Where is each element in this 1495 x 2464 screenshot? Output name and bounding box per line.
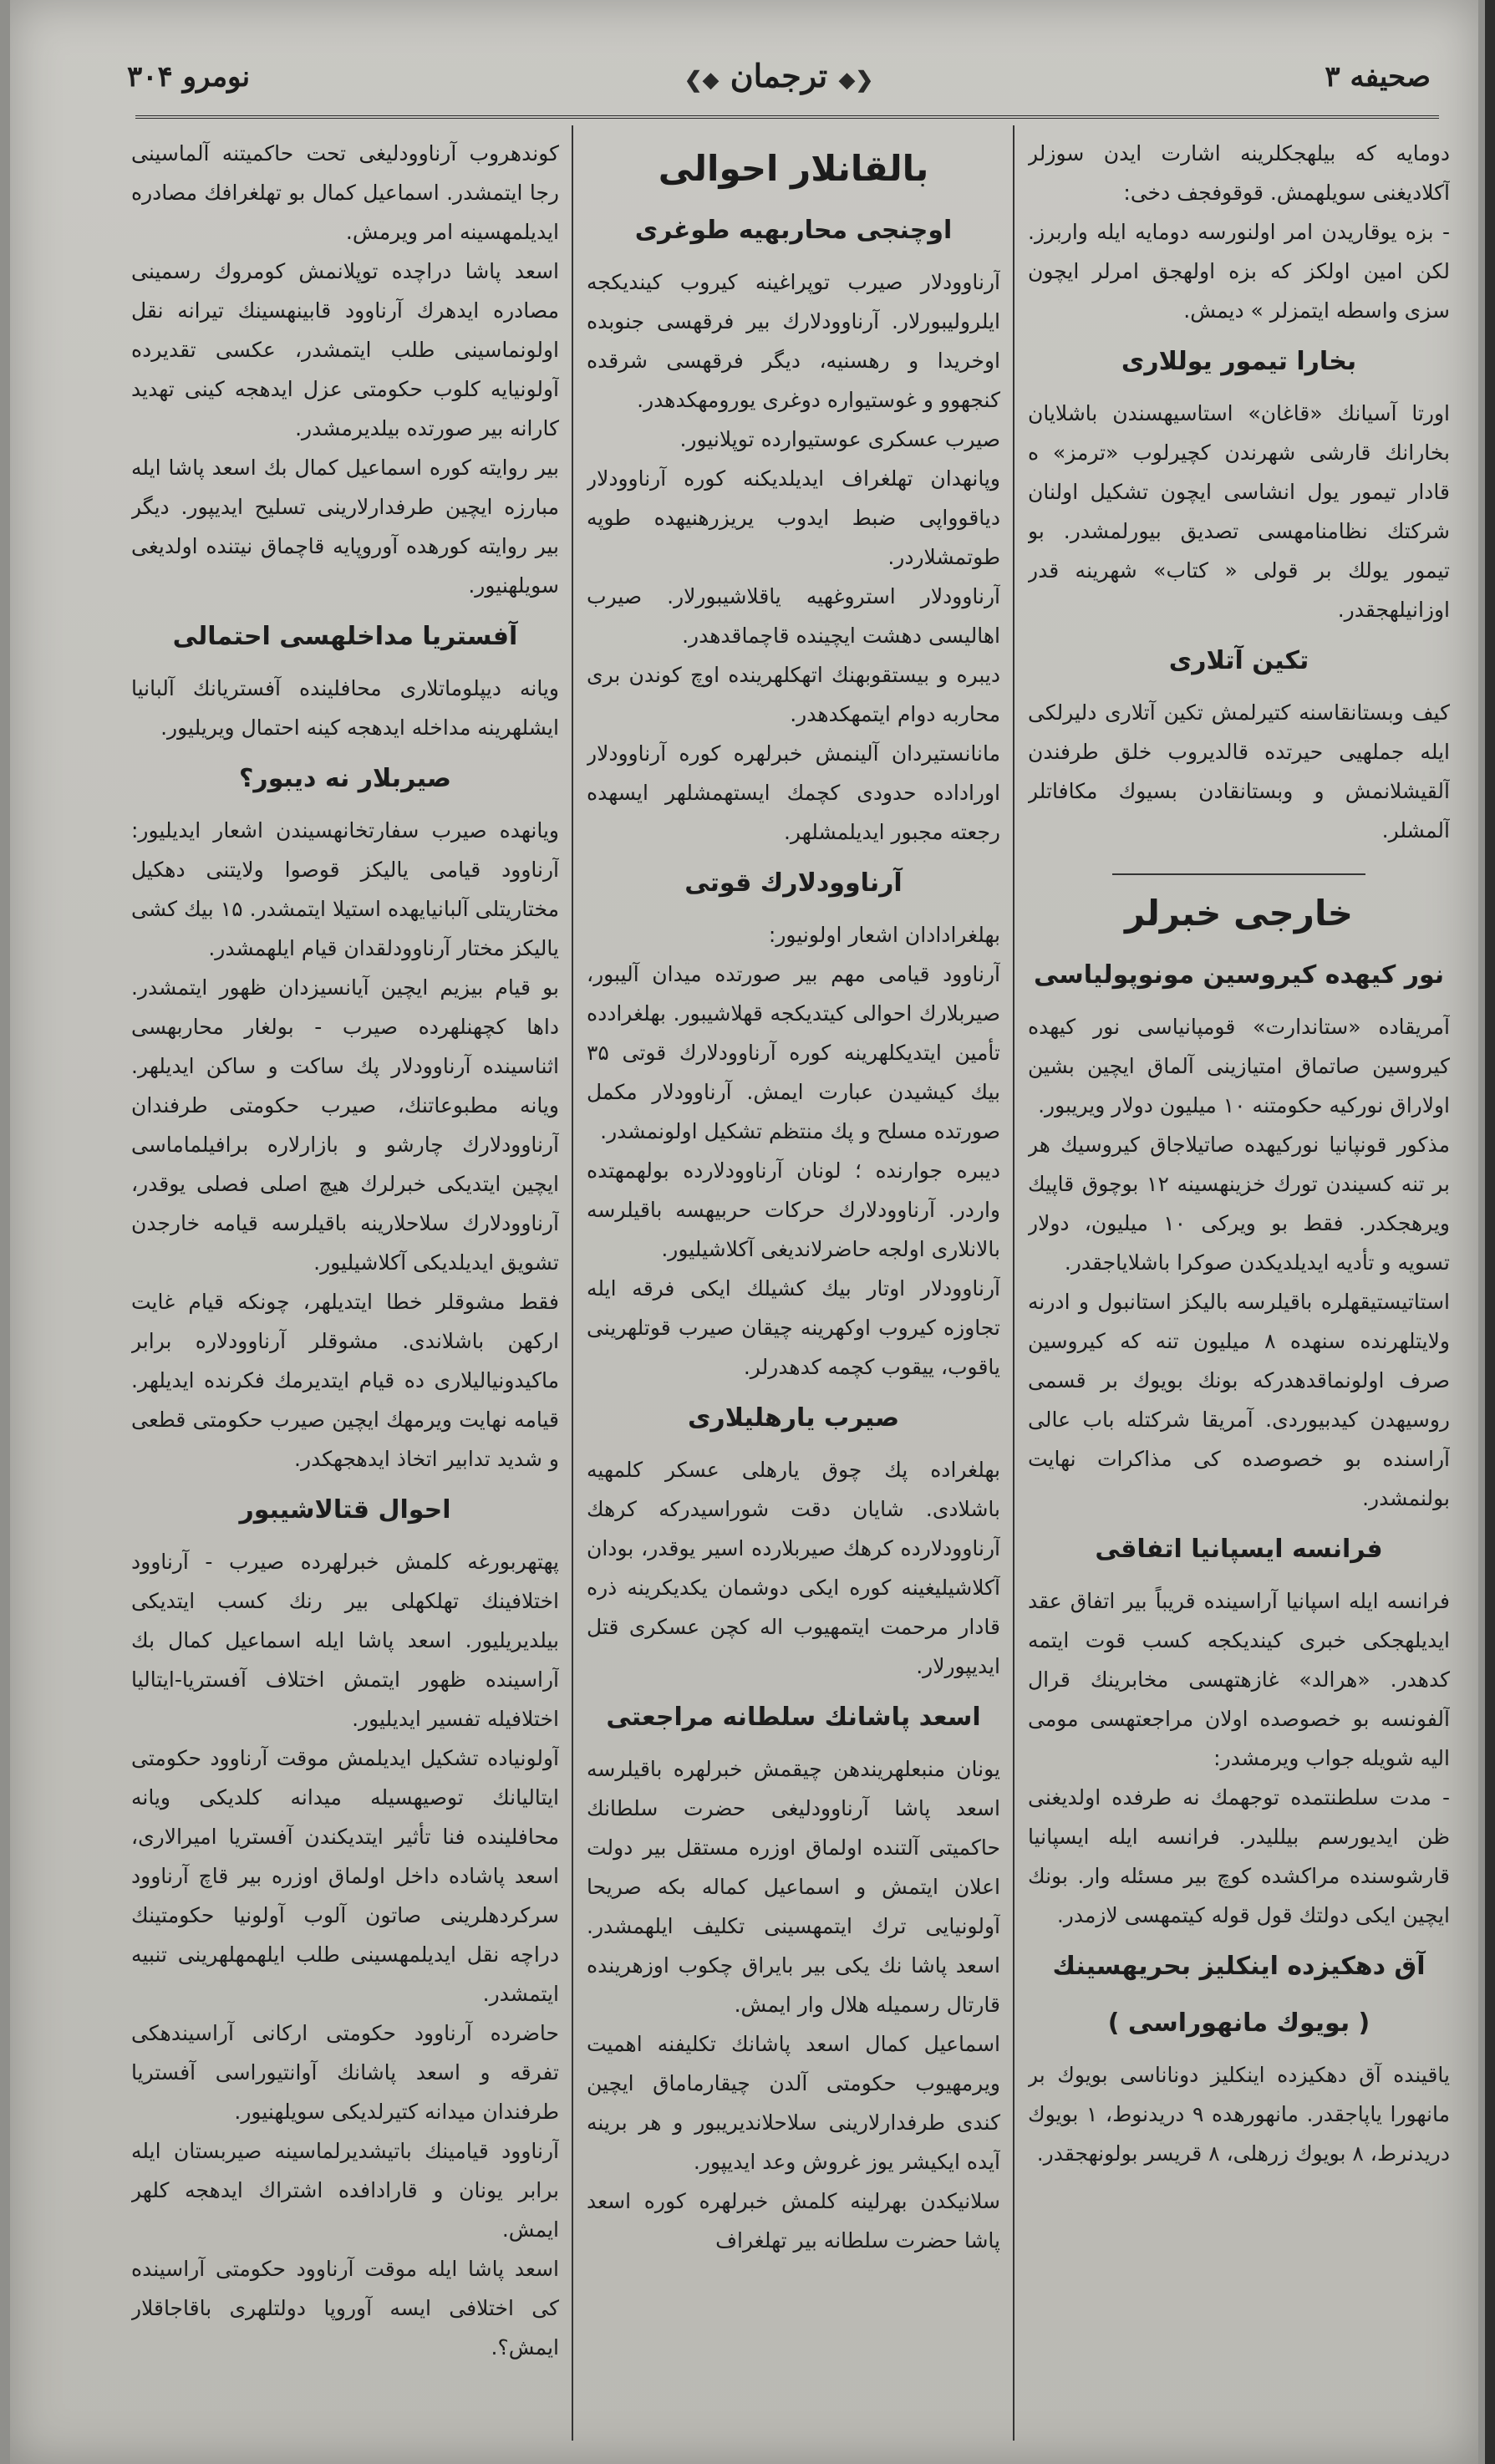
right-column (1028, 134, 1450, 2441)
article-headline: صیرب یارهلیلاری (687, 1403, 900, 1433)
article-paragraph: دومایه که بیلهجکلرینه اشارت ایدن سوزلر آکلادیغنی سویلهمش. قوقوفجف دخی: (1028, 141, 1450, 205)
section-title: خارجی خبرلر (1124, 893, 1354, 934)
article-paragraph: - مدت سلطنتمده توجهمك نه طرفده اولدیغنی ظن ایدیورسم بیللیدر. فرانسه ایله ایسپانیا قارشوسنده مراکشده کوچ بیر مسئله وار. بونك ایچین ایکی دولتك قول قوله کیتمهسی لازمدر. (1028, 1785, 1450, 1927)
page-number: صحیفه ۳ (1325, 60, 1431, 94)
article-paragraph: آرناوودلار صیرب توپراغینه کیروب کیندیکجه ایلرولیبورلار. آرناوودلارك بیر فرقهسی جنوبده اوخریدا و رهسنیه، دیگر فرقهسی شرقده کنجهوو و غوستیواره دوغری یورومهکدهدر. (587, 270, 1000, 412)
article-headline: اوچنجی محاربهیه طوغری (634, 216, 953, 245)
article-paragraph: دیبره جوارنده ؛ لونان آرناوودلارده بولهمهتده واردر. آرناوودلارك حرکات حربیهسه باقیلرسه بالانلاری اولجه حاضرلاندیغی آکلاشیلیور. (587, 1158, 1000, 1261)
article-paragraph: بهلغرادادان اشعار اولونیور: (768, 923, 1000, 947)
article-headline: احوال قتالاشیبور (239, 1495, 451, 1525)
article-paragraph: دیبره و بیستقوبهنك اتهکلهرینده اوچ کوندن بری محاربه دوام ایتمهکدهدر. (587, 663, 1000, 726)
article-headline: نور کیهده کیروسین مونوپولیاسی (1033, 960, 1445, 990)
article-paragraph: پهتهربورغه کلمش خبرلهرده صیرب - آرناوود اختلافینك تهلکهلی بیر رنك کسب ایتدیکی بیلدیریلیور. اسعد پاشا ایله اسماعیل کمال بك آراسینده ظهور ایتمش اختلاف آفستریا-ایتالیا اختلافیله تفسیر ایدیلیور. (131, 1550, 559, 1731)
article-paragraph: فقط مشوقلر خطا ایتدیلهر، چونکه قیام غایت ارکهن باشلاندی. مشوقلر آرناوودلاره برابر ماکیدونیالیلاری ده قیام ایتدیرمك فکرنده ایدیلهر. قیامه نهایت ویرمهك ایچین صیرب حکومتی قطعی و شدید تدابیر اتخاذ ایدهجهکدر. (131, 1290, 559, 1471)
article-paragraph: آرناوود قیامینك باتیشدیرلماسینه صیربستان ایله برابر یونان و قارادافده اشتراك ایدهجه کلهر ایمش. (131, 2139, 559, 2242)
article-headline: آرناوودلارك قوتی (684, 868, 903, 898)
masthead (684, 57, 874, 94)
article-paragraph: اسماعیل کمال اسعد پاشانك تکلیفنه اهمیت ویرمهیوب حکومتی آلدن چیقارماماق ایچین کندی طرفدارلارینی سلاحلاندیریبور و هر برینه آیده ایکیشر یوز غروش وعد ایدیپور. (587, 2032, 1000, 2174)
article-paragraph: بو قیام بیزیم ایچین آیانسیزدان ظهور ایتمشدر. داها کچهنلهرده صیرب - بولغار محاربهسی اثناسینده آرناوودلار پك ساکت و ساکن ایدیلهر. ویانه مطبوعاتنك، صیرب حکومتی طرفندان آرناوودلارك چارشو و بازارلاره برافیلماماسی ایچین ایتدیکی خبرلرك هیچ اصلی فصلی یوقدر، آرناوودلارك سلاحلارینه باقیلرسه قیامه خارجدن تشویق ایدیلدیکی آکلاشیلیور. (131, 975, 559, 1275)
article-headline: صیربلار نه دیبور؟ (239, 764, 451, 793)
article-paragraph: - بزه یوقاریدن امر اولنورسه دومایه ایله واربرز. لکن امین اولکز که بزه اولهجق امرلر ایچون سزی واسطه ایتمزلر » دیمش. (1028, 220, 1450, 323)
article-paragraph: وپانهدان تهلغراف ایدیلدیکنه کوره آرناوودلار دیاقوواپی ضبط ایدوب یریزرهنیهده طوپه طوتمشلاردر. (587, 466, 1000, 569)
ornament-icon: ❮◆ (838, 68, 874, 93)
article-paragraph: کیف وبستانقاسنه کتیرلمش تکین آتلاری دلیرلکی ایله جملهیی حیرتده قالدیروب خلق طرفندن آلقیشلانمش و وبستانقادن بسیوك مکافاتلر آلمشلر. (1028, 700, 1450, 843)
newspaper-page (10, 0, 1478, 2464)
article-paragraph: یونان منبعلهریندهن چیقمش خبرلهره باقیلرسه اسعد پاشا آرناوودلیغی حضرت سلطانك حاکمیتی آلتنده اولماق اوزره مستقل بیر دولت اعلان ایتمش و اسماعیل کماله بکه صریحا آولونیایی ترك ایتمهسینی تکلیف ایلهمشدر. اسعد پاشا نك یکی بیر بایراق چکوب اوزهرینده قارتال رسمیله هلال وار ایمش. (587, 1757, 1000, 2017)
article-headline: فرانسه ایسپانیا اتفاقی (1095, 1535, 1383, 1564)
page-header (127, 52, 1431, 110)
article-paragraph: اسعد پاشا دراچده توپلانمش کومروك رسمینی مصادره ایدهرك آرناوود قابینهسینك تیرانه نقل اولونماسینی طلب ایتمشدر، عکسی تقدیرده آولونیایه کلوب حکومتی عزل ایدهجه کینی تهدید کارانه بیر صورتده بیلدیرمشدر. (131, 259, 559, 440)
article-headline: تکین آتلاری (1168, 646, 1309, 675)
column-divider (1013, 125, 1014, 2441)
middle-column (587, 134, 1000, 2441)
article-paragraph: یاقینده آق دهکیزده اینکلیز دوناناسی بویوك بر مانهورا یاپاجقدر. مانهورهده ۹ دریدنوط، ۱ بویوك دریدنرط، ۸ بویوك زرهلی، ۸ قریسر بولونهجقدر. (1028, 2063, 1450, 2166)
article-paragraph: ویانهده صیرب سفارتخانهسیندن اشعار ایدیلیور: آرناوود قیامی یالیکز قوصوا ولایتنی دهکیل مختاریتلی آلبانیایهده استیلا ایتمشدر. ۱۵ بیك کشی یالیکز مختار آرناوودلقدان قیام ایلهمشدر. (131, 818, 559, 960)
section-separator (1112, 873, 1365, 875)
article-paragraph: آمریقاده «ستاندارت» قومپانیاسی نور کیهده کیروسین صاتماق امتیازینی آلماق ایچین بشین اولاراق نورکیه حکومتنه ۱۰ میلیون دولار ویریبور. (1028, 1015, 1450, 1117)
ornament-icon: ◆❯ (684, 68, 720, 93)
article-paragraph: مانانستیردان آلینمش خبرلهره کوره آرناوودلار اوراداده حدودی کچمك ایستهمشلهر ایسهده رجعته مجبور ایدیلمشلهر. (587, 741, 1000, 844)
article-headline: بخارا تیمور یوللاری (1121, 347, 1357, 376)
article-paragraph: کوندهروب آرناوودلیغی تحت حاکمیتنه آلماسینی رجا ایتمشدر. اسماعیل کمال بو تهلغرافك مصادره ایدیلمهسینه امر ویرمش. (131, 141, 559, 244)
article-headline: اسعد پاشانك سلطانه مراجعتی (606, 1703, 981, 1732)
article-paragraph: اورتا آسیانك «قاغان» استاسیهسندن باشلایان بخارانك قارشی شهرندن کچیرلوب «ترمز» ه قادار تیمور یول انشاسی ایچون تشکیل اولنان شرکتك نظامنامهسی تصدیق بیورلمشدر. بو تیمور یولك بر قولی « کتاب» شهرینه قدر اوزانیلهجقدر. (1028, 401, 1450, 622)
article-paragraph: استاتیستیقهلره باقیلرسه بالیکز استانبول و ادرنه ولایتلهرنده سنهده ۸ میلیون تنه که کیروسین صرف اولونماقدهدرکه بونك بویوك بر قسمی روسیهدن کیدبیوردی. آمریقا شرکتله باب عالی آراسنده بو خصوصده کی مذاکرات نهایت بولنمشدر. (1028, 1290, 1450, 1510)
article-paragraph: صیرب عسکری عوستیوارده توپلانیور. (679, 427, 1000, 451)
article-headline: آفستریا مداخلهسی احتمالی (172, 622, 518, 651)
column-divider (572, 125, 573, 2441)
left-column (131, 134, 559, 2441)
article-paragraph: بیر روایته کوره اسماعیل کمال بك اسعد پاشا ایله مبارزه ایچین طرفدارلارینی تسلیح ایدیپور. دیگر بیر روایته کورهده آوروپایه قاچماق نیتنده اولدیغی سویلهنیور. (131, 456, 559, 598)
article-paragraph: ویانه دیپلوماتلاری محافلینده آفستریانك آلبانیا ایشلهرینه مداخله ایدهجه کینه احتمال ویریلیور. (131, 676, 559, 740)
article-paragraph: آرناوود قیامی مهم بیر صورتده میدان آلیبور، صیربلارك احوالی کیتدیکجه قهلاشیبور. بهلغرادده تأمین ایتدیکلهرینه کوره آرناوودلارك قوتی ۳۵ بیك کیشیدن عبارت ایمش. آرناوودلار مکمل صورتده مسلح و پك منتظم تشکیل اولونمشدر. (587, 962, 1000, 1143)
issue-number: نومرو ۳۰۴ (127, 60, 251, 94)
article-paragraph: آرناوودلار استروغهیه یاقلاشیبورلار. صیرب اهالیسی دهشت ایچینده قاچماقدهدر. (587, 584, 1000, 648)
article-paragraph: آرناوودلار اوتار بیك کشیلك ایکی فرقه ایله تجاوزه کیروب اوکهرینه چیقان صیرب قوتلهرینی یاقوب، ییقوب کچمه کدهدرلر. (587, 1276, 1000, 1379)
article-headline: ( بویوك مانهوراسی ) (1107, 2008, 1370, 2038)
masthead-title: ترجمان (730, 57, 828, 94)
header-rule (135, 115, 1439, 119)
section-title: بالقانلار احوالی (658, 148, 929, 189)
article-paragraph: حاضرده آرناوود حکومتی ارکانی آراسیندهکی تفرقه و اسعد پاشانك آوانتیوراسی آفستریا طرفندان میدانه کتیرلدیکی سویلهنیور. (131, 2021, 559, 2124)
article-paragraph: سلانیکدن بهرلینه کلمش خبرلهره کوره اسعد پاشا حضرت سلطانه بیر تهلغراف (587, 2189, 1000, 2253)
article-paragraph: اسعد پاشا ایله موقت آرناوود حکومتی آراسینده کی اختلافی ایسه آوروپا دولتلهری باقاجاقلار ایمش؟. (131, 2257, 559, 2360)
article-headline: آق دهکیزده اینکلیز بحریهسینك (1052, 1952, 1426, 1981)
scan-edge (1485, 0, 1495, 2464)
article-paragraph: فرانسه ایله اسپانیا آراسینده قریباً بیر اتفاق عقد ایدیلهجکی خبری کیندیکجه کسب قوت ایتمه کدهدر. «هرالد» غازهتهسی مخابرینك قرال آلفونسه بو خصوصده اولان مراجعتهسی مومی الیه شویله جواب ویرمشدر: (1028, 1589, 1450, 1770)
article-paragraph: بهلغراده پك چوق یارهلی عسکر کلمهیه باشلادی. شایان دقت شوراسیدرکه کرهك آرناوودلارده کرهك صیربلارده اسیر یوقدر، بودان آکلاشیلیغینه کوره ایکی دوشمان یکدیکرینه ذره قادار مرحمت ایتمهیوب اله کچن عسکری قتل ایدیپورلار. (587, 1458, 1000, 1678)
article-paragraph: آولونیاده تشکیل ایدیلمش موقت آرناوود حکومتی ایتالیانك توصیهسیله میدانه کلدیکی ویانه محافلینده فنا تأثیر ایتدیکندن آفستریا امیرالاری، اسعد پاشاده داخل اولماق اوزره بیر قاچ آرناوود سرکردهلرینی صاتون آلوب آولونیا حکومتینك دراچه نقل ایدیلمهسینی طلب ایلهمهلهرینی تنبیه ایتمشدر. (131, 1746, 559, 2006)
article-paragraph: مذکور قونپانیا نورکیهده صاتیلاجاق کیروسیك هر بر تنه کسیندن تورك خزینهسینه ۱۲ بوچوق قاپیك ویرهجکدر. فقط بو ویرکی ۱۰ میلیون، دولار تسویه و تأدیه ایدیلدیکدن صوکرا باشلایاجقدر. (1028, 1133, 1450, 1275)
